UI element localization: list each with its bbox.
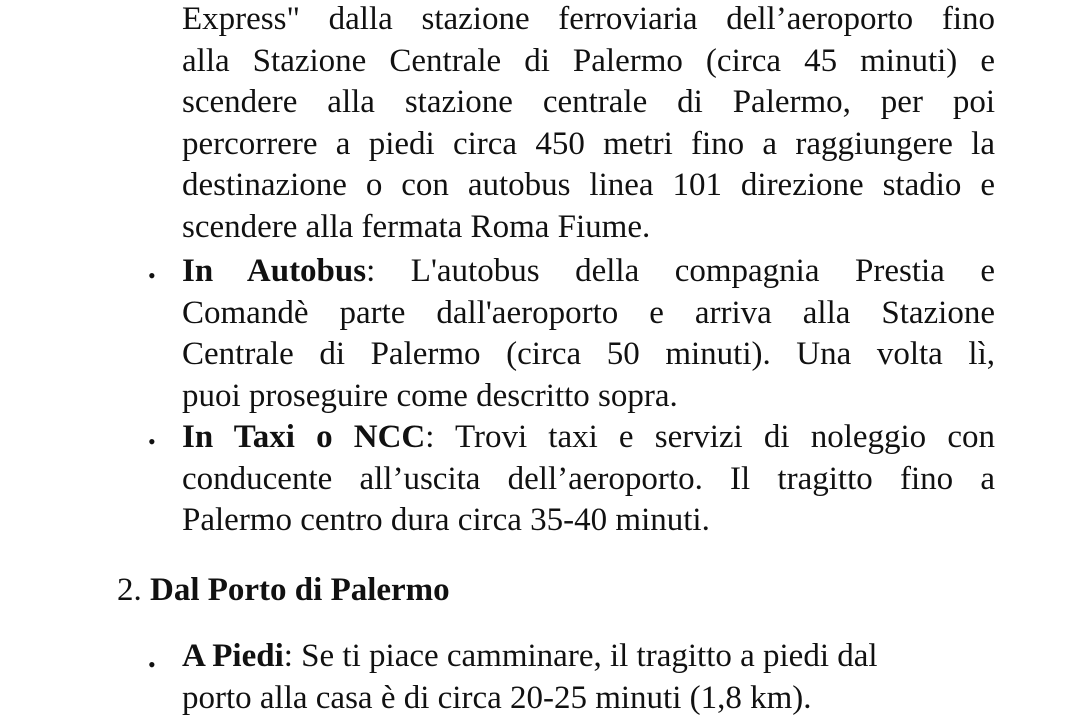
bullet-term: In Autobus — [182, 253, 366, 289]
section-title: Dal Porto di Palermo — [150, 572, 450, 608]
text-line: conducente all’uscita dell’aeroporto. Il tragitto fino a — [182, 459, 995, 501]
bullet-text: : Trovi taxi e servizi di noleggio con — [425, 419, 995, 455]
bullet-term: In Taxi o NCC — [182, 419, 425, 455]
section-heading — [117, 570, 450, 611]
text-line: Express" dalla stazione ferroviaria dell’aeroporto fino — [182, 0, 995, 41]
text-line: scendere alla stazione centrale di Palermo, per poi — [182, 82, 995, 124]
text-line: puoi proseguire come descritto sopra. — [182, 376, 995, 418]
bullet-marker: • — [148, 272, 156, 280]
text-line: destinazione o con autobus linea 101 direzione stadio e — [182, 165, 995, 207]
text-line: percorrere a piedi circa 450 metri fino a raggiungere la — [182, 124, 995, 166]
bullet-text: : L'autobus della compagnia Prestia e — [366, 253, 995, 289]
bullet-bus — [182, 251, 995, 417]
text-line: alla Stazione Centrale di Palermo (circa 45 minuti) e — [182, 41, 995, 83]
bullet-text: : Se ti piace camminare, il tragitto a piedi dal — [284, 638, 878, 674]
text-line: Palermo centro dura circa 35-40 minuti. — [182, 500, 995, 542]
text-line — [182, 417, 995, 459]
bullet-walk — [182, 636, 972, 719]
text-line: Comandè parte dall'aeroporto e arriva alla Stazione — [182, 293, 995, 335]
section-number: 2. — [117, 572, 142, 608]
bullet-term: A Piedi — [182, 638, 284, 674]
text-line — [182, 636, 972, 678]
text-line: scendere alla fermata Roma Fiume. — [182, 207, 995, 249]
text-line: porto alla casa è di circa 20-25 minuti (1,8 km). — [182, 678, 972, 719]
bullet-marker: • — [148, 661, 156, 669]
bullet-marker: • — [148, 438, 156, 446]
train-option-continuation — [182, 0, 995, 248]
text-line: Centrale di Palermo (circa 50 minuti). Una volta lì, — [182, 334, 995, 376]
text-line — [182, 251, 995, 293]
bullet-taxi — [182, 417, 995, 542]
